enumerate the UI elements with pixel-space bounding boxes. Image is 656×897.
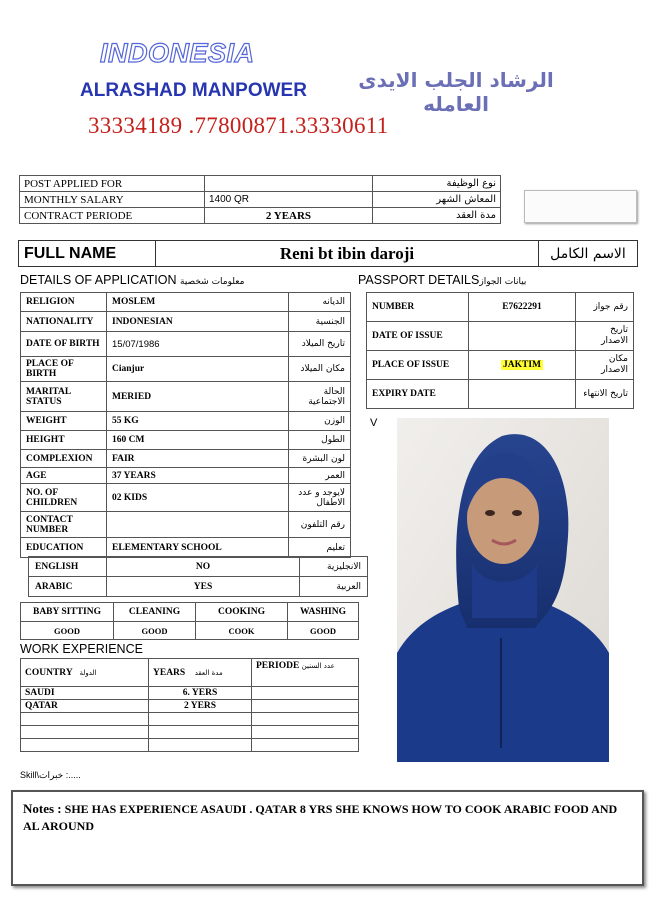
- detail-value: 55 KG: [107, 412, 289, 431]
- detail-value: [107, 512, 289, 538]
- details-title: [20, 273, 244, 287]
- detail-label: NATIONALITY: [21, 312, 107, 332]
- notes-label: Notes :: [23, 801, 62, 816]
- passport-place-value: JAKTIM: [503, 360, 541, 370]
- header-company-arabic: الرشاد الجلب الايدى العامله: [358, 68, 554, 116]
- detail-label: HEIGHT: [21, 431, 107, 450]
- work-country: [21, 739, 149, 752]
- passport-table: [366, 292, 634, 409]
- work-years: [149, 726, 252, 739]
- detail-label: PLACE OF BIRTH: [21, 357, 107, 382]
- detail-arabic: الطول: [289, 431, 351, 450]
- detail-value: 37 YEARS: [107, 468, 289, 484]
- passport-arabic: مكان الاصدار: [576, 351, 634, 380]
- work-years-arabic: مدة العقد: [194, 668, 223, 677]
- language-row: [29, 577, 368, 597]
- language-value: NO: [107, 557, 300, 577]
- skill-line: Skill\خبرات :.....: [20, 770, 81, 780]
- passport-value-cell: [469, 351, 576, 380]
- language-value: YES: [107, 577, 300, 597]
- details-row: [21, 484, 351, 512]
- work-periode: [252, 700, 359, 713]
- post-value: [205, 176, 373, 192]
- passport-arabic: رقم جواز: [576, 293, 634, 322]
- passport-title-text: PASSPORT DETAILS: [358, 273, 480, 287]
- passport-label: PLACE OF ISSUE: [367, 351, 469, 380]
- skill-level: GOOD: [288, 622, 359, 640]
- post-row: [20, 176, 501, 192]
- language-label: ARABIC: [29, 577, 107, 597]
- detail-label: EDUCATION: [21, 538, 107, 558]
- post-row: [20, 208, 501, 224]
- contract-value: 2 YEARS: [205, 208, 373, 224]
- detail-value: Cianjur: [107, 357, 289, 382]
- detail-arabic: الوزن: [289, 412, 351, 431]
- details-row: [21, 332, 351, 357]
- work-header-row: [21, 659, 359, 687]
- details-table: [20, 292, 351, 558]
- language-arabic: العربية: [300, 577, 368, 597]
- full-name-value: Reni bt ibin daroji: [156, 241, 539, 267]
- full-name-label: FULL NAME: [19, 241, 156, 267]
- detail-arabic: الجنسية: [289, 312, 351, 332]
- detail-value: 160 CM: [107, 431, 289, 450]
- detail-arabic: العمر: [289, 468, 351, 484]
- skill-level: GOOD: [114, 622, 196, 640]
- header-country: INDONESIA: [100, 38, 255, 68]
- detail-label: RELIGION: [21, 293, 107, 312]
- work-country-label: COUNTRY: [25, 667, 73, 678]
- detail-label: COMPLEXION: [21, 450, 107, 468]
- contract-label: CONTRACT PERIODE: [20, 208, 205, 224]
- work-years: 2 YERS: [149, 700, 252, 713]
- details-row: [21, 357, 351, 382]
- skill-header: CLEANING: [114, 603, 196, 622]
- details-row: [21, 412, 351, 431]
- details-row: [21, 293, 351, 312]
- passport-value: [469, 380, 576, 409]
- details-title-arabic: معلومات شخصية: [180, 277, 245, 287]
- details-row: [21, 512, 351, 538]
- work-periode-arabic: عدد السنين: [301, 662, 335, 670]
- detail-value: MOSLEM: [107, 293, 289, 312]
- post-row: [20, 192, 501, 208]
- skill-header: COOKING: [196, 603, 288, 622]
- work-periode: [252, 739, 359, 752]
- work-years: [149, 739, 252, 752]
- work-periode-header: [252, 659, 359, 687]
- detail-value: 15/07/1986: [107, 332, 289, 357]
- applicant-photo-illustration: [397, 418, 609, 762]
- language-arabic: الانجليزية: [300, 557, 368, 577]
- skill-level: GOOD: [21, 622, 114, 640]
- work-country: SAUDI: [21, 687, 149, 700]
- detail-label: CONTACT NUMBER: [21, 512, 107, 538]
- passport-mark: V: [370, 417, 378, 429]
- skills-header-row: [21, 603, 359, 622]
- details-row: [21, 450, 351, 468]
- work-years: [149, 713, 252, 726]
- salary-value: 1400 QR: [205, 192, 373, 208]
- header-company: ALRASHAD MANPOWER: [80, 80, 307, 101]
- detail-value: MERIED: [107, 382, 289, 412]
- work-row: [21, 726, 359, 739]
- passport-value: [469, 322, 576, 351]
- passport-row: [367, 322, 634, 351]
- work-years-label: YEARS: [153, 667, 186, 678]
- work-country: [21, 726, 149, 739]
- detail-label: AGE: [21, 468, 107, 484]
- contract-arabic: مدة العقد: [373, 208, 501, 224]
- full-name-table: [18, 240, 638, 267]
- work-periode: [252, 713, 359, 726]
- passport-row: [367, 380, 634, 409]
- detail-label: DATE OF BIRTH: [21, 332, 107, 357]
- language-row: [29, 557, 368, 577]
- details-title-text: DETAILS OF APPLICATION: [20, 273, 177, 287]
- work-periode: [252, 726, 359, 739]
- work-row: [21, 687, 359, 700]
- details-row: [21, 312, 351, 332]
- work-table: [20, 658, 359, 752]
- detail-arabic: تاريخ الميلاد: [289, 332, 351, 357]
- details-row: [21, 431, 351, 450]
- post-label: POST APPLIED FOR: [20, 176, 205, 192]
- detail-arabic: لايوجد و عدد الاطفال: [289, 484, 351, 512]
- details-row: [21, 468, 351, 484]
- detail-value: FAIR: [107, 450, 289, 468]
- work-country: QATAR: [21, 700, 149, 713]
- work-periode-label: PERIODE: [256, 661, 300, 671]
- passport-title: [358, 273, 526, 287]
- small-photo-box: [524, 190, 637, 223]
- work-years-header: [149, 659, 252, 687]
- work-country: [21, 713, 149, 726]
- detail-label: WEIGHT: [21, 412, 107, 431]
- detail-value: INDONESIAN: [107, 312, 289, 332]
- work-row: [21, 739, 359, 752]
- detail-value: ELEMENTARY SCHOOL: [107, 538, 289, 558]
- detail-arabic: الديانه: [289, 293, 351, 312]
- skill-header: BABY SITTING: [21, 603, 114, 622]
- detail-value: 02 KIDS: [107, 484, 289, 512]
- applicant-photo: [397, 418, 609, 762]
- work-country-header: [21, 659, 149, 687]
- notes-box: [11, 790, 644, 886]
- details-row: [21, 538, 351, 558]
- passport-row: [367, 293, 634, 322]
- skills-level-row: [21, 622, 359, 640]
- post-table: [19, 175, 501, 224]
- work-country-arabic: الدولة: [79, 668, 97, 677]
- detail-label: MARITAL STATUS: [21, 382, 107, 412]
- full-name-arabic: الاسم الكامل: [539, 241, 638, 267]
- passport-title-arabic: بيانات الجواز: [479, 277, 527, 287]
- details-row: [21, 382, 351, 412]
- work-row: [21, 713, 359, 726]
- work-periode: [252, 687, 359, 700]
- detail-label: NO. OF CHILDREN: [21, 484, 107, 512]
- detail-arabic: رقم التلفون: [289, 512, 351, 538]
- skills-table: [20, 602, 359, 640]
- work-title: WORK EXPERIENCE: [20, 642, 143, 656]
- work-years: 6. YERS: [149, 687, 252, 700]
- passport-value: E7622291: [469, 293, 576, 322]
- passport-label: DATE OF ISSUE: [367, 322, 469, 351]
- notes-text: SHE HAS EXPERIENCE ASAUDI . QATAR 8 YRS SHE KNOWS HOW TO COOK ARABIC FOOD AND AL AROUND: [23, 802, 618, 833]
- passport-arabic: تاريخ الاصدار: [576, 322, 634, 351]
- work-row: [21, 700, 359, 713]
- detail-arabic: لون البشرة: [289, 450, 351, 468]
- detail-arabic: الحالة الاجتماعية: [289, 382, 351, 412]
- detail-arabic: تعليم: [289, 538, 351, 558]
- passport-row: [367, 351, 634, 380]
- salary-label: MONTHLY SALARY: [20, 192, 205, 208]
- header-phones: 33334189 .77800871.33330611: [88, 113, 389, 138]
- passport-label: NUMBER: [367, 293, 469, 322]
- language-label: ENGLISH: [29, 557, 107, 577]
- salary-arabic: المعاش الشهر: [373, 192, 501, 208]
- post-arabic: نوع الوظيفة: [373, 176, 501, 192]
- skill-header: WASHING: [288, 603, 359, 622]
- languages-table: [28, 556, 368, 597]
- skill-level: COOK: [196, 622, 288, 640]
- passport-arabic: تاريخ الانتهاء: [576, 380, 634, 409]
- detail-arabic: مكان الميلاد: [289, 357, 351, 382]
- passport-label: EXPIRY DATE: [367, 380, 469, 409]
